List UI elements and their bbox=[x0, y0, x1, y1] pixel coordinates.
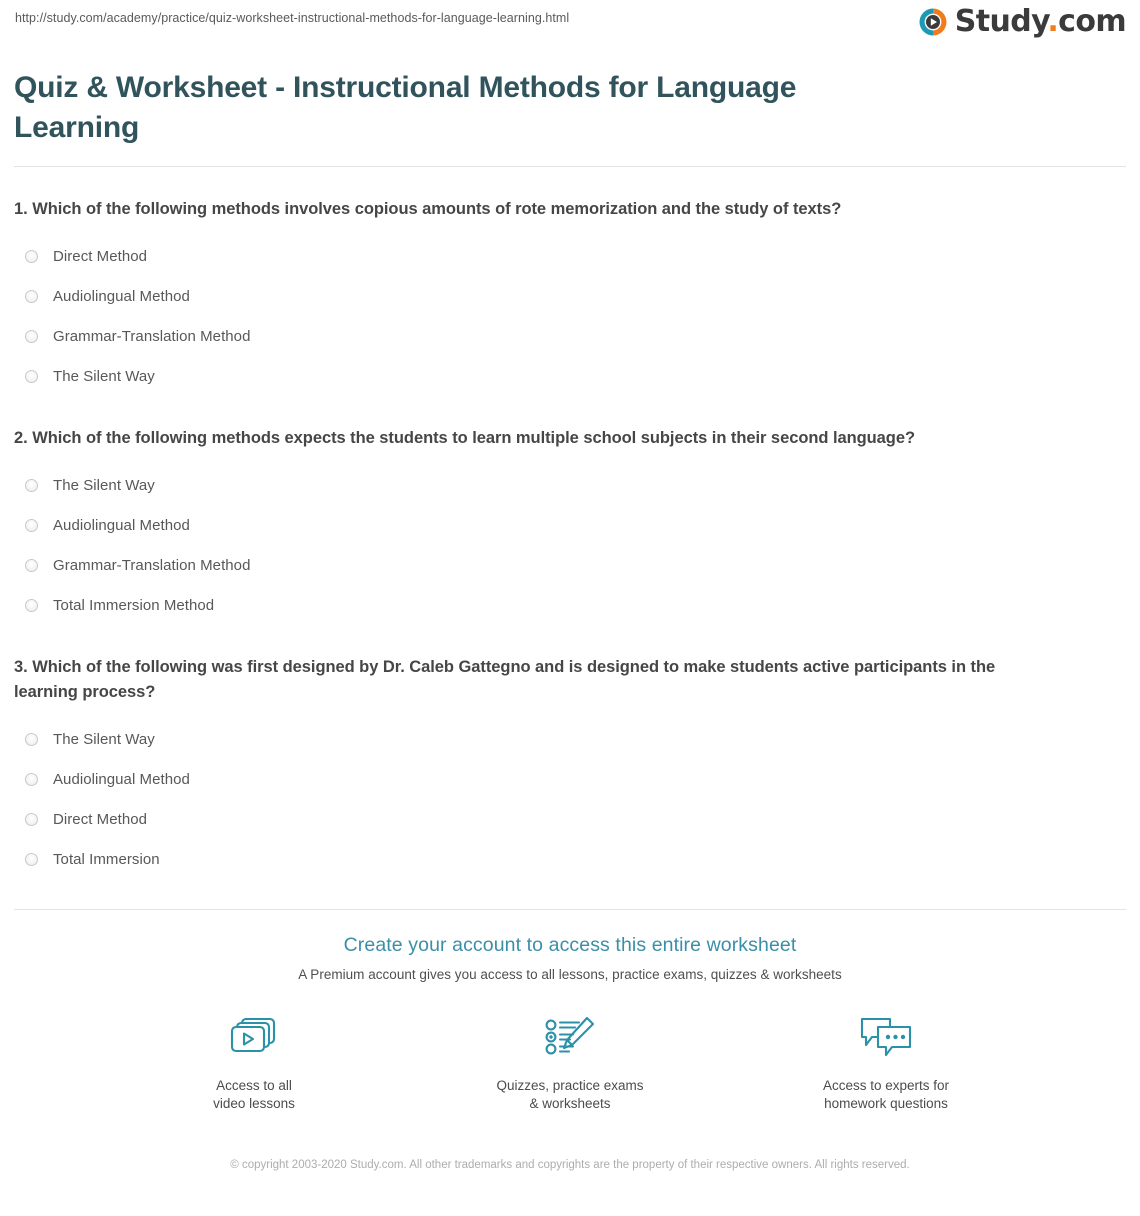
option-label: The Silent Way bbox=[53, 476, 155, 494]
option-row[interactable] bbox=[14, 316, 1126, 356]
option-label: Audiolingual Method bbox=[53, 516, 190, 534]
option-label: Direct Method bbox=[53, 810, 148, 828]
radio-button[interactable] bbox=[25, 330, 38, 343]
page-title: Quiz & Worksheet - Instructional Methods for Language Learning bbox=[14, 71, 797, 144]
quiz-pencil-icon bbox=[480, 1012, 660, 1064]
play-circle-icon bbox=[918, 7, 948, 37]
feature-label-line2: video lessons bbox=[213, 1096, 295, 1111]
option-list bbox=[14, 719, 1126, 879]
feature-list bbox=[0, 1012, 1140, 1113]
question-text: 1. Which of the following methods involves copious amounts of rote memorization and the study of texts? bbox=[14, 200, 842, 218]
option-label: The Silent Way bbox=[53, 730, 155, 748]
question-text: 2. Which of the following methods expects the students to learn multiple school subjects in their second language? bbox=[14, 429, 915, 447]
option-row[interactable] bbox=[14, 276, 1126, 316]
feature-quizzes bbox=[480, 1012, 660, 1113]
feature-label-line2: & worksheets bbox=[529, 1096, 611, 1111]
brand-name: Study bbox=[954, 4, 1048, 39]
feature-label bbox=[796, 1077, 976, 1113]
feature-label-line2: homework questions bbox=[824, 1096, 948, 1111]
question-block-2 bbox=[14, 396, 1126, 625]
option-row[interactable] bbox=[14, 465, 1126, 505]
video-lessons-icon bbox=[164, 1012, 344, 1064]
feature-label bbox=[164, 1077, 344, 1113]
radio-button[interactable] bbox=[25, 559, 38, 572]
option-row[interactable] bbox=[14, 759, 1126, 799]
radio-button[interactable] bbox=[25, 733, 38, 746]
radio-button[interactable] bbox=[25, 290, 38, 303]
feature-video-lessons bbox=[164, 1012, 344, 1113]
option-list bbox=[14, 236, 1126, 396]
question-block-3 bbox=[14, 625, 1126, 879]
option-row[interactable] bbox=[14, 799, 1126, 839]
option-label: Total Immersion bbox=[53, 850, 160, 868]
question-text: 3. Which of the following was first designed by Dr. Caleb Gattegno and is designed to make students active participants in the learning process? bbox=[14, 658, 996, 701]
feature-label-line1: Access to experts for bbox=[822, 1078, 950, 1093]
create-account-cta bbox=[0, 910, 1140, 1113]
brand-wordmark bbox=[954, 4, 1126, 39]
option-label: Audiolingual Method bbox=[53, 287, 190, 305]
option-row[interactable] bbox=[14, 356, 1126, 396]
browser-header bbox=[0, 0, 1140, 62]
option-label: Total Immersion Method bbox=[53, 596, 215, 614]
option-row[interactable] bbox=[14, 719, 1126, 759]
option-row[interactable] bbox=[14, 505, 1126, 545]
brand-dot: . bbox=[1047, 4, 1059, 39]
option-label: Grammar-Translation Method bbox=[53, 556, 251, 574]
radio-button[interactable] bbox=[25, 370, 38, 383]
radio-button[interactable] bbox=[25, 599, 38, 612]
option-label: Direct Method bbox=[53, 247, 148, 265]
feature-label-line1: Quizzes, practice exams bbox=[496, 1078, 644, 1093]
feature-experts bbox=[796, 1012, 976, 1113]
premium-subtext: A Premium account gives you access to all lessons, practice exams, quizzes & worksheets bbox=[298, 967, 842, 982]
question-block-1 bbox=[14, 167, 1126, 396]
option-row[interactable] bbox=[14, 839, 1126, 879]
radio-button[interactable] bbox=[25, 853, 38, 866]
radio-button[interactable] bbox=[25, 479, 38, 492]
feature-label bbox=[480, 1077, 660, 1113]
option-row[interactable] bbox=[14, 585, 1126, 625]
feature-label-line1: Access to all bbox=[216, 1078, 292, 1093]
brand-tld: com bbox=[1058, 4, 1126, 39]
option-label: The Silent Way bbox=[53, 367, 155, 385]
radio-button[interactable] bbox=[25, 250, 38, 263]
option-row[interactable] bbox=[14, 236, 1126, 276]
quiz-questions bbox=[0, 167, 1140, 879]
copyright-notice: © copyright 2003-2020 Study.com. All other trademarks and copyrights are the property of their respective owners. All rights reserved. bbox=[230, 1159, 910, 1171]
option-row[interactable] bbox=[14, 545, 1126, 585]
chat-bubbles-icon bbox=[796, 1012, 976, 1064]
study-com-logo[interactable] bbox=[918, 4, 1126, 39]
page-url: http://study.com/academy/practice/quiz-worksheet-instructional-methods-for-language-learning.html bbox=[15, 11, 570, 25]
radio-button[interactable] bbox=[25, 773, 38, 786]
radio-button[interactable] bbox=[25, 813, 38, 826]
option-label: Audiolingual Method bbox=[53, 770, 190, 788]
radio-button[interactable] bbox=[25, 519, 38, 532]
option-list bbox=[14, 465, 1126, 625]
option-label: Grammar-Translation Method bbox=[53, 327, 251, 345]
create-account-link[interactable]: Create your account to access this entire worksheet bbox=[343, 934, 797, 956]
